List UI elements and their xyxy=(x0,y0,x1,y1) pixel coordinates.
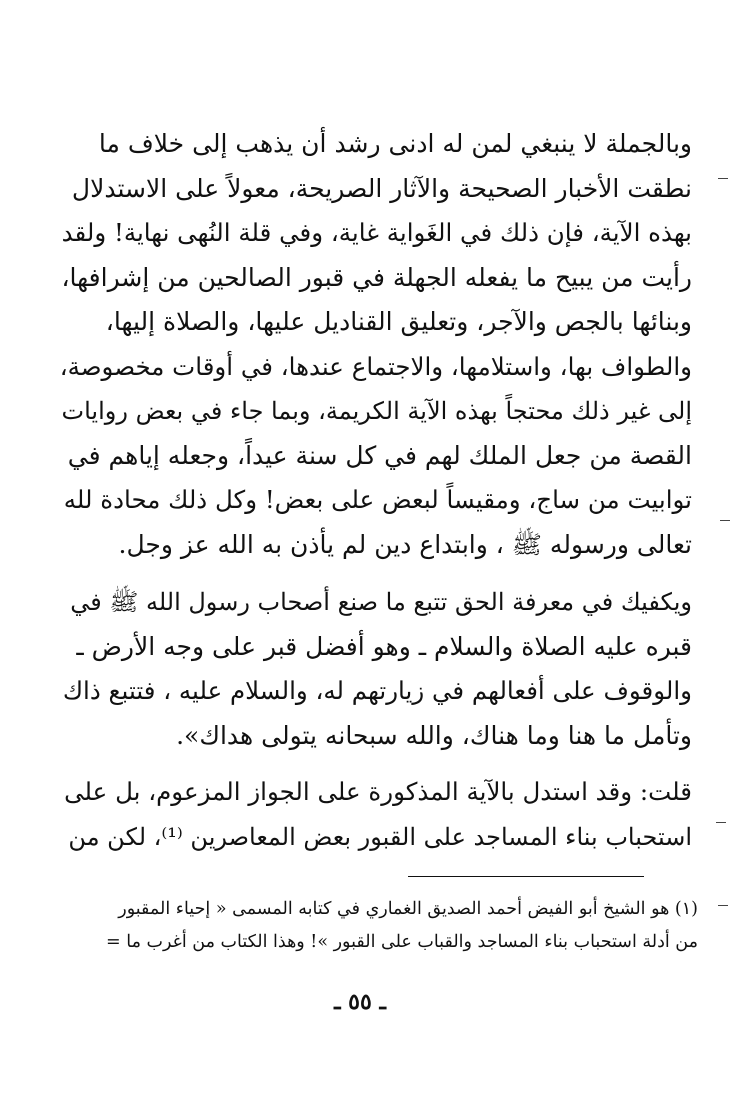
text-line: نطقت الأخبار الصحيحة والآثار الصريحة، معولاً على الاستدلال xyxy=(71,173,692,203)
text-line: ويكفيك في معرفة الحق تتبع ما صنع أصحاب رسول الله ﷺ في xyxy=(70,588,692,616)
margin-mark xyxy=(718,178,728,179)
footnote-line: من أدلة استحباب بناء المساجد والقباب على القبور »! وهذا الكتاب من أغرب ما = xyxy=(106,932,698,952)
text-line: والوقوف على أفعالهم في زيارتهم له، والسلام عليه ، فتتبع ذاك xyxy=(62,676,692,705)
text-line: إلى غير ذلك محتجاً بهذه الآية الكريمة، وبما جاء في بعض روايات xyxy=(61,397,692,425)
margin-mark xyxy=(718,905,728,906)
paragraph-2 xyxy=(60,580,692,758)
margin-mark xyxy=(720,520,730,521)
footnote-line: (١) هو الشيخ أبو الفيض أحمد الصديق الغماري في كتابه المسمى « إحياء المقبور xyxy=(118,899,698,919)
text-line: والطواف بها، واستلامها، والاجتماع عندها، في أوقات مخصوصة، xyxy=(60,351,692,381)
text-line: توابيت من ساج، ومقيساً لبعض على بعض! وكل ذلك محادة لله xyxy=(63,485,692,514)
text-line: وتأمل ما هنا وما هناك، والله سبحانه يتولى هداك». xyxy=(176,720,692,750)
page-number: ـ ٥٥ ـ xyxy=(334,989,386,1015)
margin-mark xyxy=(716,822,726,823)
footnote-divider xyxy=(408,876,644,877)
text-line: قبره عليه الصلاة والسلام ـ وهو أفضل قبر على وجه الأرض ـ xyxy=(76,631,692,661)
text-line: وبالجملة لا ينبغي لمن له ادنى رشد أن يذهب إلى خلاف ما xyxy=(98,129,692,158)
text-line: بهذه الآية، فإن ذلك في الغَواية غاية، وفي قلة النُهى نهاية! ولقد xyxy=(61,218,692,247)
text-line: قلت: وقد استدل بالآية المذكورة على الجواز المزعوم، بل على xyxy=(64,777,692,806)
text-line: استحباب بناء المساجد على القبور بعض المعاصرين ⁽¹⁾، لكن من xyxy=(68,822,692,851)
footnote xyxy=(48,893,698,959)
text-line: رأيت من يبيح ما يفعله الجهلة في قبور الصالحين من إشرافها، xyxy=(61,262,692,292)
paragraph-3 xyxy=(60,770,692,859)
text-line: القصة من جعل الملك لهم في كل سنة عيداً، وجعله إياهم في xyxy=(67,440,692,470)
text-line: وبنائها بالجص والآجر، وتعليق القناديل عليها، والصلاة إليها، xyxy=(105,307,692,336)
paragraph-1 xyxy=(60,122,692,567)
text-line: تعالى ورسوله ﷺ ، وابتداع دين لم يأذن به الله عز وجل. xyxy=(118,529,692,559)
